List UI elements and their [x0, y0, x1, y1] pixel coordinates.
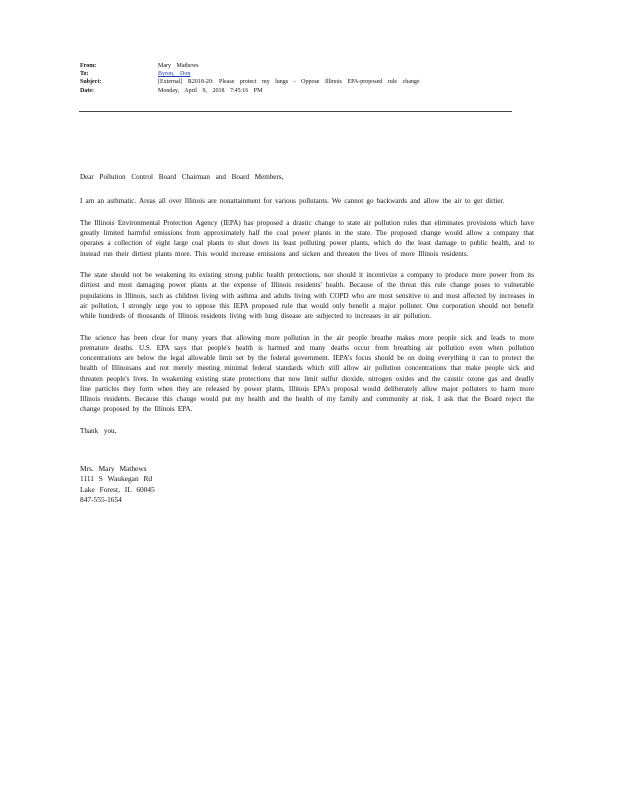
salutation: Dear Pollution Control Board Chairman and Board Members, [80, 173, 284, 181]
signature-street: 1111 S Waukegan Rd [80, 474, 153, 484]
email-header [80, 62, 512, 95]
header-divider [79, 111, 512, 112]
paragraph-public-health: The state should not be weakening its existing strong public health protections, nor should it incentivize a company to produce more power from its dirtiest and most damaging power plants at the expense of Illinois residents' health. Because of the threat this rule change poses to vulnerable populations in Illinois, such as children living with asthma and adults living with COPD who are most sensitive to and most affected by increases in air pollution, I strongly urge you to oppose this IEPA proposed rule that would only benefit a major polluter. One corporation should not benefit while hundreds of thousands of Illinois residents living with lung disease are subjected to increases in air pollution. [80, 271, 534, 321]
date-label: Date: [80, 87, 94, 94]
signature-city: Lake Forest, IL 60045 [80, 484, 155, 494]
paragraph-asthmatic: I am an asthmatic. Areas all over Illinois are nonattainment for various pollutants. We cannot go backwards and allow the air to get dirtier. [80, 197, 505, 206]
signature-name: Mrs. Mary Mathews [80, 464, 147, 474]
subject-value: [External] R2018-20: Please protect my lungs - Oppose Illinois EPA-proposed rule change [158, 79, 420, 86]
to-row [80, 70, 512, 78]
from-value: Mary Mathews [158, 63, 199, 69]
letter-body [80, 172, 534, 506]
to-label: To: [80, 71, 89, 78]
date-value: Monday, April 9, 2018 7:45:16 PM [158, 87, 263, 94]
subject-row [80, 78, 512, 86]
closing: Thank you, [80, 426, 117, 435]
subject-label: Subject: [80, 79, 102, 86]
paragraph-iepa-proposal: The Illinois Environmental Protection Agency (IEPA) has proposed a drastic change to state air pollution rules that eliminates provisions which have greatly limited harmful emissions from approximately half the coal power plants in the state. The proposed change would allow a company that operates a collection of eight large coal plants to shut down its least polluting power plants, which do the least damage to public health, and to instead run their dirtiest plants more. This would increase emissions and sicken and threaten the lives of more Illinois residents. [80, 218, 534, 258]
to-recipient-link[interactable]: Byron, Don [158, 71, 191, 78]
signature-block [80, 464, 534, 506]
date-row [80, 87, 512, 95]
from-row [80, 62, 512, 70]
paragraph-science: The science has been clear for many years that allowing more pollution in the air people breathe makes more people sick and leads to more premature deaths. U.S. EPA says that people's health is harmed and many deaths occur from breathing air pollution even when pollution concentrations are below the legal allowable limit set by the federal government. IEPA's focus should be on doing everything it can to protect the health of Illinoisans and not merely meeting minimal federal standards which still allow air pollution concentrations that make people sick and threaten people's lives. In weakening existing state protections that now limit sulfur dioxide, nitrogen oxides and the caustic ozone gas and deadly fine particles they form when they are released by power plants, Illinois EPA's proposal would deliberately allow major polluters to harm more Illinois residents. Because this change would put my health and the health of my family and community at risk, I ask that the Board reject the change proposed by the Illinois EPA. [80, 333, 534, 414]
from-label: From: [80, 63, 97, 69]
signature-phone: 847-555-1654 [80, 495, 122, 505]
